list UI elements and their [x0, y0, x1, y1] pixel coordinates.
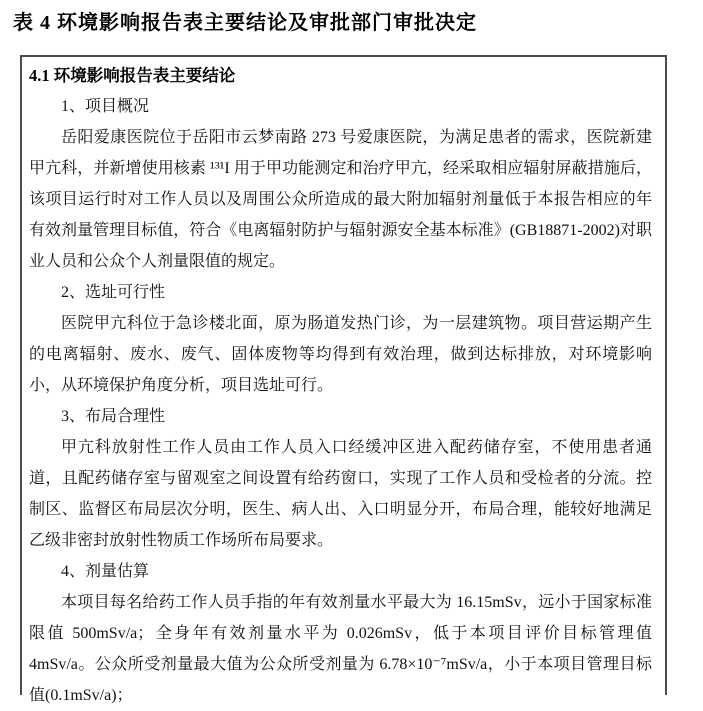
section-paragraph: 医院甲亢科位于急诊楼北面，原为肠道发热门诊，为一层建筑物。项目营运期产生的电离辐射、废水、废气、固体废物等均得到有效治理，做到达标排放，对环境影响小，从环境保护角度分析，项目选址可行。: [29, 315, 652, 394]
page-title: 表 4 环境影响报告表主要结论及审批部门审批决定: [13, 12, 477, 34]
section-heading: 3、布局合理性: [61, 408, 166, 425]
section-paragraph: 本项目每名给药工作人员手指的年有效剂量水平最大为 16.15mSv，远小于国家标准限值 500mSv/a；全身年有效剂量水平为 0.026mSv，低于本项目评价目标管理值 4mSv/a。公众所受剂量最大值为公众所受剂量为 6.78×10⁻⁷mSv/a，小于本项目管理目标值(0.1mSv/a)；: [29, 594, 652, 704]
section-heading: 1、项目概况: [61, 98, 150, 115]
section-site-feasibility: [29, 277, 652, 401]
conclusions-table-box: [20, 55, 667, 704]
section-dose-estimation: [29, 556, 652, 711]
box-content: [29, 91, 652, 711]
section-project-overview: [29, 91, 652, 277]
section-paragraph: 甲亢科放射性工作人员由工作人员入口经缓冲区进入配药储存室，不使用患者通道，且配药储存室与留观室之间设置有给药窗口，实现了工作人员和受检者的分流。控制区、监督区布局层次分明，医生、病人出、入口明显分开，布局合理，能较好地满足乙级非密封放射性物质工作场所布局要求。: [29, 439, 652, 549]
section-heading: 4、剂量估算: [61, 563, 150, 580]
section-paragraph: 岳阳爱康医院位于岳阳市云梦南路 273 号爱康医院，为满足患者的需求，医院新建甲亢科，并新增使用核素 ¹³¹I 用于甲功能测定和治疗甲亢，经采取相应辐射屏蔽措施后，该项目运行时对工作人员以及周围公众所造成的最大附加辐射剂量低于本报告相应的年有效剂量管理目标值，符合《电离辐射防护与辐射源安全基本标准》(GB18871-2002)对职业人员和公众个人剂量限值的规定。: [29, 129, 652, 270]
section-heading: 2、选址可行性: [61, 284, 166, 301]
section-layout-rationality: [29, 401, 652, 556]
box-section-header: 4.1 环境影响报告表主要结论: [29, 66, 236, 85]
